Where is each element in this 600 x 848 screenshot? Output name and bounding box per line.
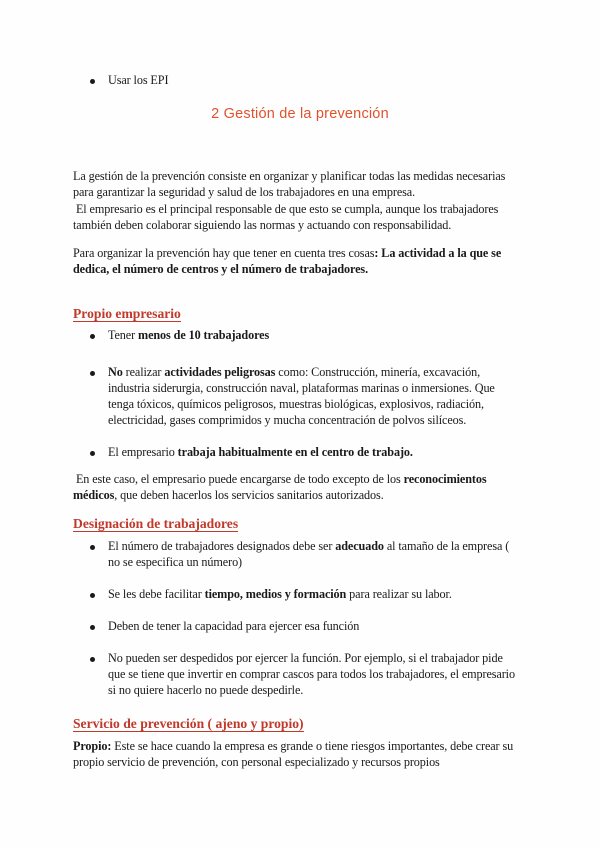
- service-paragraph: [73, 738, 553, 771]
- list-item-text: Usar los EPI: [108, 73, 169, 87]
- item-text: electricidad, gases comprimidos y mucha concentración de polvos silíceos.: [108, 413, 467, 427]
- list-item: [108, 327, 528, 343]
- item-text: si no quiere hacerlo no puede despedirle.: [108, 683, 304, 697]
- section-title: 2 Gestión de la prevención: [211, 106, 389, 122]
- list-item: [108, 444, 528, 460]
- item-text: no se especifica un número): [108, 555, 243, 569]
- intro-line: para garantizar la seguridad y salud de los trabajadores en una empresa.: [73, 185, 416, 200]
- section-heading-text: Servicio de prevención ( ajeno y propio): [73, 716, 304, 731]
- item-bold: No: [108, 365, 123, 379]
- section-heading-text: Propio empresario: [73, 306, 181, 321]
- item-bold: menos de 10 trabajadores: [138, 328, 270, 342]
- item-text: tenga tóxicos, químicos peligrosos, muestras biológicas, explosivos, radiación,: [108, 397, 484, 411]
- bullet-icon: [89, 652, 97, 660]
- item-text: al tamaño de la empresa (: [383, 539, 510, 553]
- list-item: [108, 364, 528, 428]
- item-text: como: Construcción, minería, excavación,: [275, 365, 481, 379]
- item-text: que se tiene que invertir en comprar cascos para todos los trabajadores, el empresario: [108, 667, 515, 681]
- item-text: No pueden ser despedidos por ejercer la función. Por ejemplo, si el trabajador pide: [108, 651, 503, 665]
- intro-paragraph: [73, 168, 543, 233]
- organize-bold: : La actividad a la que se: [374, 246, 502, 260]
- bullet-icon: [89, 446, 97, 454]
- bullet-icon: [89, 620, 97, 628]
- note-bold: médicos: [73, 488, 115, 503]
- section-heading: [73, 716, 304, 732]
- organize-bold: dedica, el número de centros y el número de trabajadores.: [73, 262, 369, 277]
- list-item: [108, 586, 528, 602]
- intro-line: también deben colaborar siguiendo las normas y actuando con responsabilidad.: [73, 217, 452, 232]
- list-item: [108, 538, 528, 570]
- organize-paragraph: [73, 245, 543, 278]
- bullet-icon: [89, 588, 97, 596]
- bullet-icon: [89, 329, 97, 337]
- item-bold: trabaja habitualmente en el centro de trabajo.: [177, 445, 413, 459]
- list-item: [108, 72, 528, 88]
- item-text: El empresario: [108, 445, 178, 459]
- note-text: , que deben hacerlos los servicios sanitarios autorizados.: [114, 488, 384, 503]
- service-label: Propio:: [73, 739, 112, 753]
- section-heading-text: Designación de trabajadores: [73, 516, 239, 531]
- note-paragraph: [73, 471, 543, 504]
- service-text: propio servicio de prevención, con personal especializado y recursos propios: [73, 755, 440, 770]
- item-text: industria siderurgia, construcción naval, plataformas marinas o inmersiones. Que: [108, 381, 495, 395]
- intro-line: El empresario es el principal responsable de que esto se cumpla, aunque los trabajadores: [73, 201, 499, 216]
- section-heading: [73, 516, 238, 532]
- intro-line: La gestión de la prevención consiste en organizar y planificar todas las medidas necesarias: [73, 169, 506, 183]
- service-text: Este se hace cuando la empresa es grande o tiene riesgos importantes, debe crear su: [111, 739, 514, 753]
- list-item: [108, 618, 528, 634]
- item-text: para realizar su labor.: [346, 587, 452, 601]
- item-text: realizar: [122, 365, 165, 379]
- section-heading: [73, 306, 181, 322]
- note-text: En este caso, el empresario puede encargarse de todo excepto de los: [73, 472, 404, 486]
- list-item: [108, 650, 538, 698]
- item-text: El número de trabajadores designados debe ser: [108, 539, 336, 553]
- item-bold: adecuado: [335, 539, 384, 553]
- bullet-icon: [89, 74, 97, 82]
- note-bold: reconocimientos: [403, 472, 487, 486]
- item-text: Tener: [108, 328, 139, 342]
- item-bold: actividades peligrosas: [164, 365, 276, 379]
- item-bold: tiempo, medios y formación: [204, 587, 347, 601]
- item-text: Deben de tener la capacidad para ejercer esa función: [108, 619, 360, 633]
- bullet-icon: [89, 366, 97, 374]
- organize-text: Para organizar la prevención hay que tener en cuenta tres cosas: [73, 246, 375, 260]
- item-text: Se les debe facilitar: [108, 587, 205, 601]
- bullet-icon: [89, 540, 97, 548]
